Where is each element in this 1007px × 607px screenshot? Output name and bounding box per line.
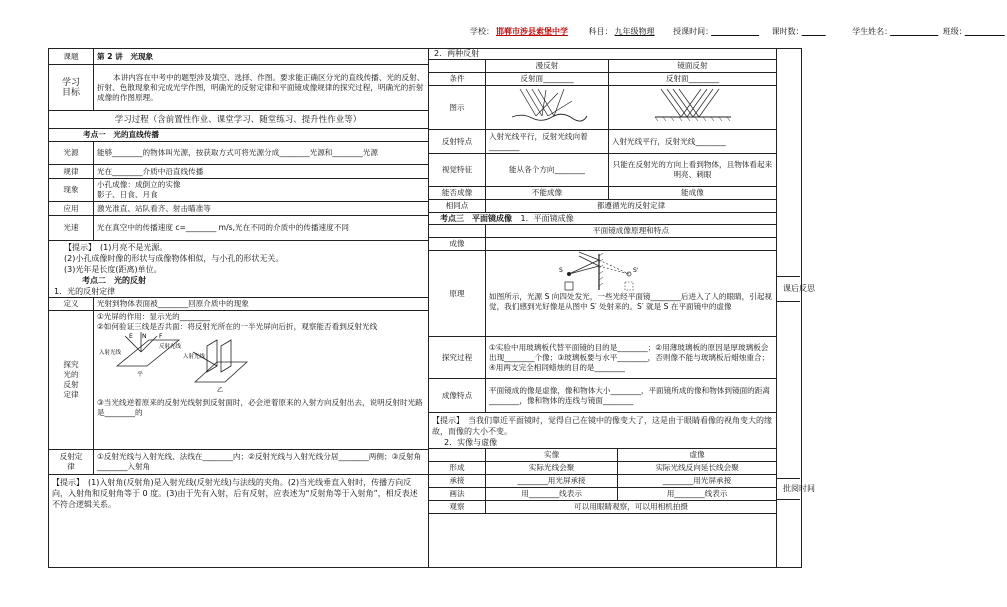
label-yi: 乙 — [217, 387, 224, 394]
label-incident-yi: 入射光线 — [183, 354, 206, 360]
tip-line: 【提示】 (1)月亮不是光源。 — [64, 243, 168, 252]
label-S-prime: S' — [633, 267, 639, 274]
diffuse-out — [536, 93, 558, 116]
cell-diffuse: 不能成像 — [486, 187, 609, 200]
plane-mirror-figure — [549, 252, 669, 292]
principle-label: 原理 — [429, 251, 486, 337]
explore-1: ①光屏的作用：显示光的________ — [97, 312, 211, 321]
time-label: 授课时间： — [673, 27, 710, 36]
principle-text: 如图所示，光源 S 向四处发光，一些光经平面镜________后进入了人的眼睛，引起视觉，我们感到光好像是从图中 S′ 处射来的。S′ 就是 S 在平面镜中的虚像 — [489, 292, 773, 311]
left-column — [48, 48, 428, 510]
cell-diffuse: 入射光线平行，反射光线向着________ — [486, 130, 609, 154]
char-text: 平面镜成的像是虚像，像和物体大小________，平面镜所成的像和物体到镜面的距离________，像和物体的连线与镜面________ — [486, 379, 777, 413]
def-text: 光射到物体表面被________回原介质中的现象 — [94, 298, 429, 311]
k1-row-text: 光在真空中的传播速度 c=________ m/s,光在不同的介质中的传播速度不同 — [94, 216, 429, 241]
candle-base — [565, 282, 573, 290]
cell-mirror: 入射光线平行，反射光线________ — [608, 130, 776, 154]
k1-row-label: 现象 — [49, 179, 94, 202]
def-label: 定义 — [49, 298, 94, 311]
img-label: 成像 — [429, 238, 486, 251]
k1-table — [48, 128, 429, 241]
rv-cell: ________用光屏承接 — [486, 475, 618, 488]
char-label: 成像特点 — [429, 379, 486, 413]
row-label: 能否成像 — [429, 187, 486, 200]
same-label: 相同点 — [429, 200, 486, 213]
diffuse-out — [554, 89, 564, 116]
screen-f — [221, 340, 231, 372]
process-label: 探究过程 — [429, 337, 486, 379]
rv-cell: 用________线表示 — [618, 488, 777, 501]
class-label: 班级： — [942, 27, 963, 36]
tips-3: 【提示】 当我们靠近平面镜时，觉得自己在镜中的像变大了，这是由于眼睛看像的视角变大的缘故，而像的大小不变。 — [432, 416, 772, 436]
rv-cell: 实际光线会聚 — [486, 462, 618, 475]
row-label: 条件 — [429, 73, 486, 86]
reflect-label: 课后反思 — [783, 284, 815, 293]
cell-diffuse: 反射面________ — [486, 73, 609, 86]
screen-e — [207, 340, 217, 372]
tips-2: 【提示】 (1)入射角(反射角)是入射光线(反射光线)与法线的夹角。(2)当光线垂直入射时，传播方向反向，入射角和反射角等于 0 度。(3)由于先有入射，后有反射，应表述为“反射角等于入射角”，相反表述不符合逻辑关系。 — [52, 478, 418, 509]
candle-image-base — [625, 282, 633, 290]
k3-header: 平面镜成像原理和特点 — [486, 225, 777, 238]
k3-heading — [428, 213, 776, 224]
explore-label: 探究 光的 反射 定律 — [49, 311, 94, 450]
rv-label: 承接 — [429, 475, 486, 488]
topic-label: 课题 — [49, 49, 94, 65]
school-value: 邯郸市涉县索堡中学 — [496, 27, 568, 36]
principle-cell — [486, 251, 777, 337]
rv-cell: 实际光线反向延长线会聚 — [618, 462, 777, 475]
rv-cell: 用________线表示 — [486, 488, 618, 501]
row-label: 图示 — [429, 86, 486, 130]
school-label: 学校： — [470, 27, 494, 36]
time-blank — [711, 27, 759, 36]
specular-out — [693, 89, 713, 117]
rv-label: 形成 — [429, 462, 486, 475]
rv-cell: ________用光屏承接 — [618, 475, 777, 488]
rv-header — [429, 449, 486, 462]
rv-header: 虚像 — [618, 449, 777, 462]
r-title: 2．两种反射 — [434, 49, 480, 58]
k1-row-text: 能够________的物体叫光源，按获取方式可将光源分成________光源和________光源 — [94, 142, 429, 165]
subject-value: 九年级物理 — [614, 27, 655, 36]
class-blank — [965, 27, 1005, 36]
rv-label: 观察 — [429, 501, 486, 514]
hours-blank — [802, 27, 826, 36]
goal-label: 学习 目标 — [49, 65, 94, 111]
cell-mirror: 反射面________ — [608, 73, 776, 86]
header-bar — [470, 26, 1007, 37]
reflection-experiment-figure — [97, 332, 257, 398]
k3-sub: 1．平面镜成像 — [520, 214, 574, 223]
specular-reflection-figure — [647, 87, 737, 125]
specular-ray — [661, 89, 681, 117]
cell-diffuse: 能从各个方向________ — [486, 154, 609, 187]
reflection-types-table — [428, 59, 777, 213]
col-mirror: 镜面反射 — [608, 60, 776, 73]
k3-title: 考点三 平面镜成像 — [440, 214, 512, 223]
k2-sub: 1．光的反射定律 — [54, 287, 116, 296]
review-box — [776, 478, 815, 500]
cell-mirror: 能成像 — [608, 187, 776, 200]
diffuse-out — [548, 101, 572, 116]
real-virtual-table — [428, 448, 777, 514]
student-blank — [890, 27, 938, 36]
cell-mirror: 只能在反射光的方向上看到物体，且物体看起来明亮、刺眼 — [608, 154, 776, 187]
label-incident: 入射光线 — [99, 350, 122, 356]
col-diffuse: 漫反射 — [486, 60, 609, 73]
k2-table — [48, 297, 429, 475]
hours-label: 课时数： — [771, 27, 800, 36]
k1-row-label: 光源 — [49, 142, 94, 165]
k1-row-text: 小孔成像：成倒立的实像 影子、日食、月食 — [94, 179, 429, 202]
law-text: ①反射光线与入射光线、法线在________内；②反射光线与入射光线分居________两侧；③反射角________入射角 — [94, 450, 429, 475]
explore-2: ②如何验证三线是否共面：将反射光所在的一半光屏向后折，观察能否看到反射光线 — [97, 322, 378, 331]
reflect-box — [776, 276, 815, 302]
k1-row-label: 规律 — [49, 165, 94, 179]
diffuse-figure-cell — [486, 86, 609, 130]
student-label: 学生姓名： — [852, 27, 889, 36]
label-reflected: 反射光线 — [159, 344, 182, 350]
specular-out — [681, 89, 701, 117]
process-title: 学习过程（含前置性作业、课堂学习、随堂练习、提升性作业等） — [114, 115, 362, 125]
rv-cell: 可以用眼睛观察，可以用相机拍摄 — [486, 501, 777, 514]
tip-line: (3)光年是长度(距离)单位。 — [64, 265, 162, 274]
surface-hatch — [655, 117, 730, 121]
law-label: 反射定 律 — [49, 450, 94, 475]
topic-value: 第 2 讲 光现象 — [94, 49, 429, 65]
goal-text: 本讲内容在中考中的题型涉及填空、选择、作图。要求能正确区分光的直线传播、光的反射、折射、色散现象和完成光学作图，明确光的反射定律和平面镜成像规律的探究过程，明确光的折射成像的作图原理。 — [94, 65, 429, 111]
reflected-ray — [579, 252, 599, 260]
diffuse-reflection-figure — [502, 87, 592, 125]
label-F: F — [159, 333, 163, 340]
tip-line: (2)小孔成像时像的形状与成像物体相似，与小孔的形状无关。 — [64, 254, 284, 263]
k1-row-label: 光速 — [49, 216, 94, 241]
right-column — [428, 48, 776, 514]
specular-out — [699, 89, 719, 117]
explore-cell — [94, 311, 429, 450]
specular-out — [687, 89, 707, 117]
k1-row-label: 应用 — [49, 202, 94, 216]
incident-ray — [125, 336, 141, 352]
plane-mirror-table — [428, 224, 777, 413]
review-label: 批阅时间 — [783, 484, 815, 493]
label-S: S — [559, 267, 563, 274]
k1-row-text: 激光准直、站队看齐、射击瞄准等 — [94, 202, 429, 216]
subject-label: 科目： — [588, 27, 613, 36]
sub2: 2．实像与虚像 — [444, 438, 498, 447]
row-label: 反射特点 — [429, 130, 486, 154]
row-label: 视觉特征 — [429, 154, 486, 187]
topic-table — [48, 48, 429, 111]
k2-title: 考点二 光的反射 — [82, 276, 146, 285]
label-N: N — [142, 333, 147, 340]
tips-1 — [48, 242, 428, 275]
rv-header: 实像 — [486, 449, 618, 462]
k1-title: 考点一 光的直线传播 — [49, 129, 429, 142]
explore-3: ③当光线逆着原来的反射光线射到反射面时，必会逆着原来的入射方向反射出去，说明反射时光路是________的 — [97, 398, 423, 417]
same-text: 都遵循光的反射定律 — [486, 200, 777, 213]
label-E: E — [129, 333, 133, 340]
label-jia: 平 — [137, 371, 144, 378]
rv-label: 画法 — [429, 488, 486, 501]
mirror-figure-cell — [608, 86, 776, 130]
process-text: ①实验中用玻璃板代替平面镜的目的是________；②用薄玻璃板的原因是厚玻璃板会出现________个像；③玻璃板要与水平________，否则像不能与玻璃板后蜡烛重合；④用两支完全相同蜡烛的目的是________ — [486, 337, 777, 379]
k1-row-text: 光在________介质中沿直线传播 — [94, 165, 429, 179]
